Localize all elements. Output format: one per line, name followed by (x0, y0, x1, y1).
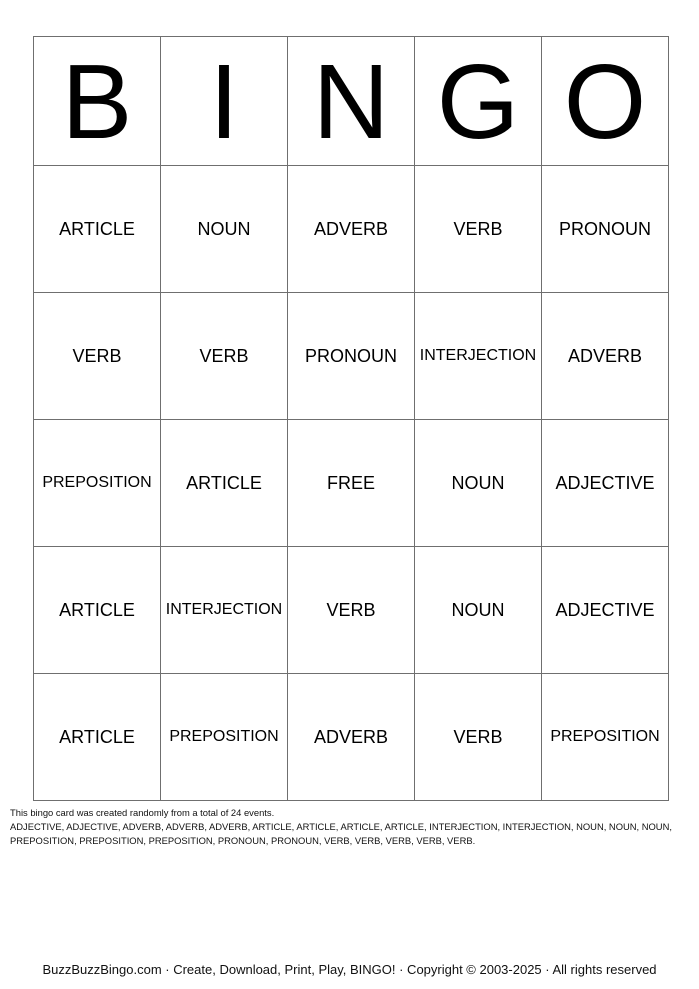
bingo-card (33, 36, 669, 801)
bingo-cell: PREPOSITION (542, 674, 669, 801)
bingo-cell: VERB (34, 293, 161, 420)
bingo-row (34, 166, 669, 293)
bingo-cell: PREPOSITION (161, 674, 288, 801)
bingo-cell: VERB (161, 293, 288, 420)
bingo-cell: NOUN (415, 547, 542, 674)
bingo-cell: ADJECTIVE (542, 547, 669, 674)
header-letter-g: G (415, 37, 542, 166)
notes-events-line-1: ADJECTIVE, ADJECTIVE, ADVERB, ADVERB, ADVERB, ARTICLE, ARTICLE, ARTICLE, ARTICLE, INTERJECTION, INTERJECTION, NOUN, NOUN, NOUN, (10, 821, 672, 832)
bingo-cell: ARTICLE (34, 166, 161, 293)
notes-events-line-2: PREPOSITION, PREPOSITION, PREPOSITION, PRONOUN, PRONOUN, VERB, VERB, VERB, VERB, VERB. (10, 835, 476, 846)
footer-copyright: BuzzBuzzBingo.com · Create, Download, Print, Play, BINGO! · Copyright © 2003-2025 · All rights reserved (42, 962, 657, 977)
bingo-cell: VERB (415, 674, 542, 801)
bingo-header-row (34, 37, 669, 166)
bingo-row (34, 420, 669, 547)
card-notes (10, 806, 695, 848)
bingo-cell: ADVERB (288, 166, 415, 293)
bingo-cell: VERB (288, 547, 415, 674)
header-letter-i: I (161, 37, 288, 166)
bingo-cell: NOUN (161, 166, 288, 293)
notes-summary: This bingo card was created randomly from a total of 24 events. (10, 807, 275, 818)
bingo-cell: ARTICLE (34, 674, 161, 801)
bingo-cell: INTERJECTION (161, 547, 288, 674)
header-letter-b: B (34, 37, 161, 166)
bingo-cell: ADVERB (542, 293, 669, 420)
bingo-row (34, 547, 669, 674)
bingo-cell: ARTICLE (34, 547, 161, 674)
bingo-cell: PRONOUN (288, 293, 415, 420)
bingo-cell: ARTICLE (161, 420, 288, 547)
bingo-cell: ADVERB (288, 674, 415, 801)
header-letter-o: O (542, 37, 669, 166)
bingo-row (34, 293, 669, 420)
free-space-cell: FREE (288, 420, 415, 547)
bingo-cell: ADJECTIVE (542, 420, 669, 547)
bingo-cell: PREPOSITION (34, 420, 161, 547)
bingo-row (34, 674, 669, 801)
header-letter-n: N (288, 37, 415, 166)
bingo-cell: VERB (415, 166, 542, 293)
bingo-cell: INTERJECTION (415, 293, 542, 420)
bingo-cell: NOUN (415, 420, 542, 547)
bingo-cell: PRONOUN (542, 166, 669, 293)
